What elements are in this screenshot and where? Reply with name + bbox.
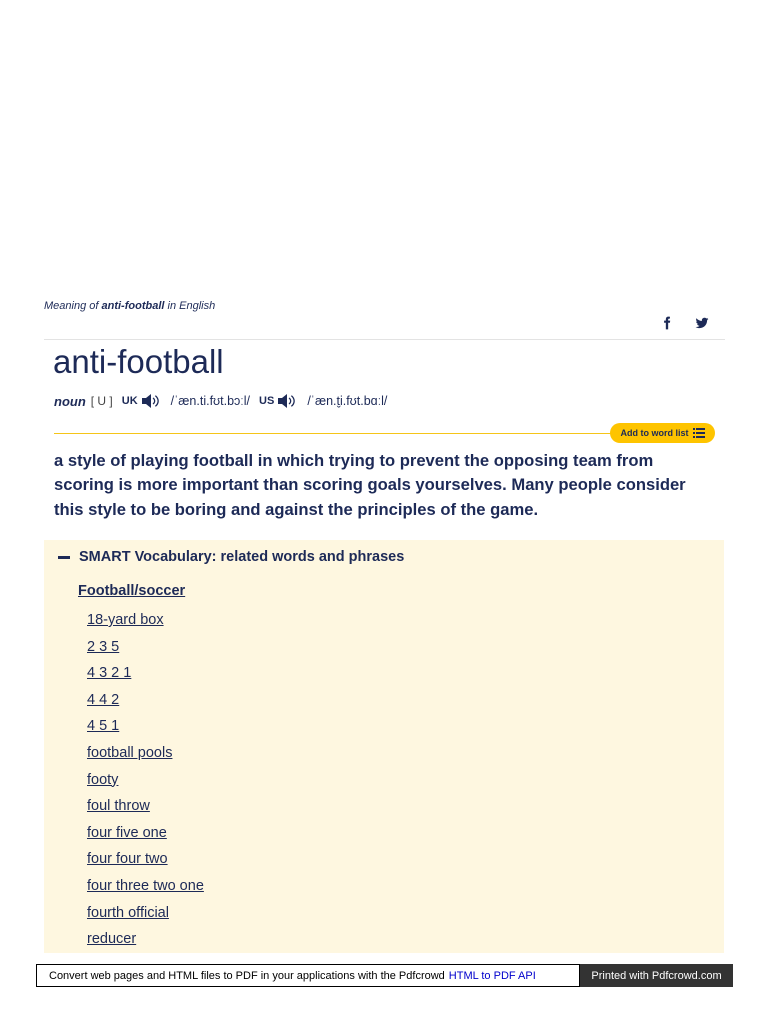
- related-word-link[interactable]: 2 3 5: [87, 638, 120, 655]
- part-of-speech: noun: [54, 393, 86, 409]
- footer-message: [36, 964, 580, 987]
- meaning-prefix: Meaning of: [44, 300, 99, 312]
- us-ipa: /ˈæn.t̬i.fʊt.bɑːl/: [307, 394, 388, 408]
- related-word-link[interactable]: reducer: [87, 931, 137, 948]
- html-to-pdf-api-link[interactable]: HTML to PDF API: [448, 969, 536, 982]
- smart-vocabulary-panel: [44, 540, 724, 953]
- twitter-icon: [695, 316, 709, 330]
- twitter-share-button[interactable]: [695, 316, 711, 332]
- us-audio-button[interactable]: [277, 393, 297, 409]
- uk-audio-button[interactable]: [141, 393, 161, 409]
- related-word-link[interactable]: footy: [87, 771, 119, 788]
- speaker-icon: [277, 393, 297, 409]
- add-to-word-list-button[interactable]: [610, 423, 715, 443]
- footer-text: Convert web pages and HTML files to PDF in your applications with the Pdfcrowd: [49, 969, 445, 982]
- divider: [44, 339, 725, 340]
- related-words-list: [87, 610, 204, 956]
- uk-label: UK: [121, 395, 138, 407]
- related-word-link[interactable]: 4 5 1: [87, 718, 120, 735]
- related-word-link[interactable]: 4 4 2: [87, 691, 120, 708]
- related-word-link[interactable]: four five one: [87, 824, 167, 841]
- related-word-link[interactable]: four three two one: [87, 877, 204, 894]
- related-word-link[interactable]: football pools: [87, 744, 173, 761]
- grammar-label: [ U ]: [90, 394, 113, 408]
- smart-vocabulary-toggle[interactable]: [58, 549, 404, 565]
- definition-rule: [54, 433, 614, 434]
- meaning-caption: [44, 300, 215, 312]
- related-word-link[interactable]: foul throw: [87, 798, 150, 815]
- facebook-share-button[interactable]: [660, 316, 676, 332]
- list-icon: [693, 428, 705, 438]
- related-word-link[interactable]: 4 3 2 1: [87, 665, 132, 682]
- pronunciation-line: [54, 393, 387, 409]
- meaning-word: anti-football: [101, 300, 165, 312]
- pdfcrowd-footer: [36, 964, 733, 987]
- related-word-link[interactable]: fourth official: [87, 904, 169, 921]
- add-to-word-list-label: Add to word list: [620, 428, 689, 438]
- printed-with-label[interactable]: Printed with Pdfcrowd.com: [580, 964, 733, 987]
- related-word-link[interactable]: 18-yard box: [87, 612, 164, 628]
- facebook-icon: [660, 316, 674, 330]
- uk-ipa: /ˈæn.ti.fʊt.bɔːl/: [170, 394, 251, 408]
- meaning-suffix: in English: [167, 300, 216, 312]
- smart-vocabulary-heading: SMART Vocabulary: related words and phrases: [79, 549, 405, 565]
- definition-text: a style of playing football in which trying to prevent the opposing team from scoring is more important than scoring goals yourselves. Many people consider this style to be boring and against the principles of the game.: [54, 451, 686, 519]
- related-word-link[interactable]: four four two: [87, 851, 168, 868]
- headword: anti-football: [53, 343, 224, 380]
- speaker-icon: [141, 393, 161, 409]
- collapse-icon: [58, 556, 70, 559]
- topic-link[interactable]: Football/soccer: [78, 583, 186, 599]
- us-label: US: [259, 395, 275, 407]
